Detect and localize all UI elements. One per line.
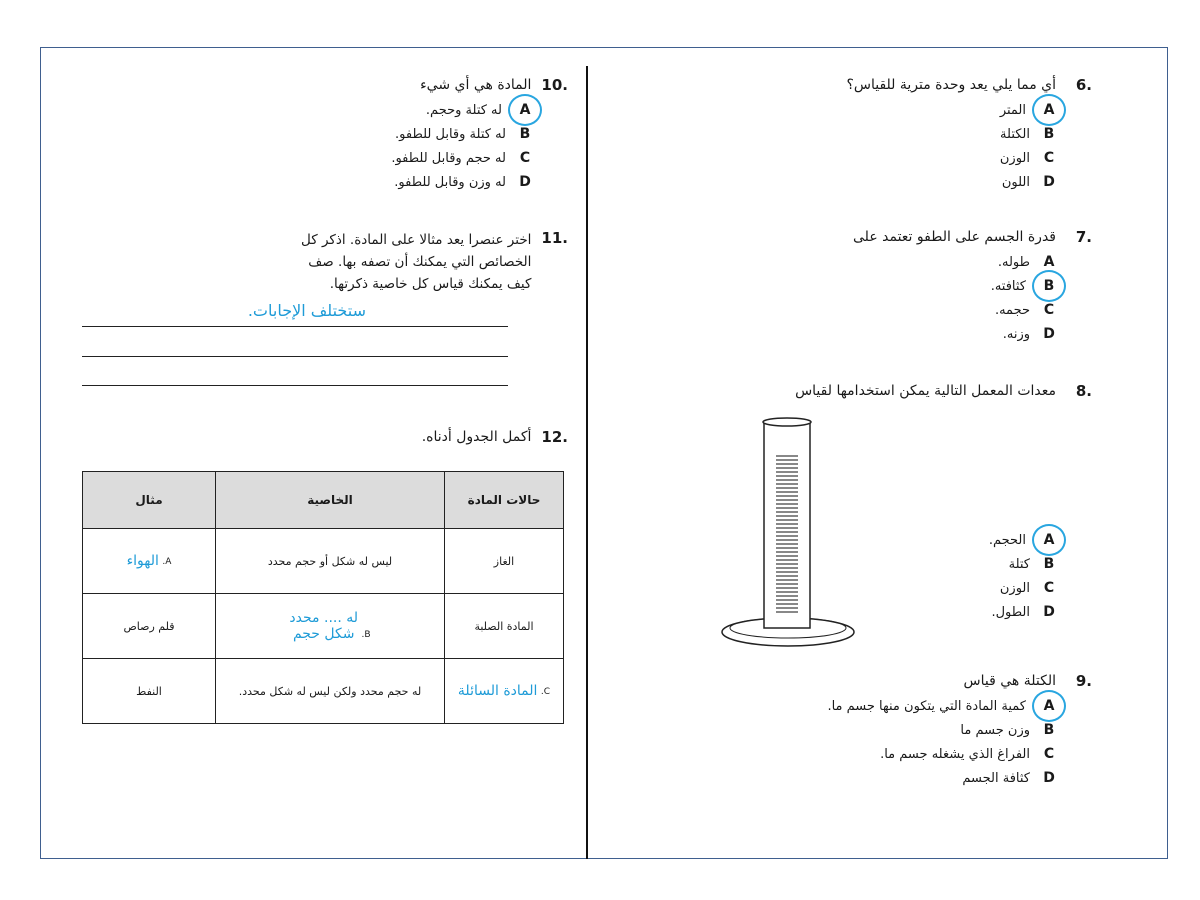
question-number: .11 [541,229,568,247]
question-7 [853,228,1092,346]
question-text-line: الخصائص التي يمكنك أن تصفه بها. صف [308,254,532,270]
question-number: .8 [1075,382,1092,400]
option-c[interactable]: C له حجم وقابل للطفو. [391,150,531,166]
option-b[interactable]: B له كتلة وقابل للطفو. [395,126,531,142]
question-text: أي مما يلي يعد وحدة مترية للقياس؟ [846,77,1056,93]
question-number: .7 [1075,228,1092,246]
answer-line [82,385,508,386]
cell-property[interactable]: B. له .... محدد شكل حجم [216,594,445,659]
option-c[interactable]: C حجمه. [994,302,1055,318]
question-12 [422,428,568,446]
question-number: .10 [541,76,568,94]
option-a[interactable]: A له كتلة وحجم. [391,98,536,122]
question-number: .12 [541,428,568,446]
cell-example[interactable]: A. الهواء [83,529,216,594]
question-text: الكتلة هي قياس [963,673,1056,689]
question-text: أكمل الجدول أدناه. [421,429,532,445]
option-a[interactable]: A كمية المادة التي يتكون منها جسم ما. [827,694,1060,718]
question-text: المادة هي أي شيء [420,77,532,93]
table-row [83,529,564,594]
answer-text: ستختلف الإجابات. [247,301,366,320]
cell-state: الغاز [445,529,564,594]
table-header-row [83,472,564,529]
question-9 [827,672,1092,790]
states-of-matter-table [82,471,564,724]
cell-property: ليس له شكل أو حجم محدد [216,529,445,594]
header-example: مثال [83,472,216,529]
question-11 [88,229,568,320]
question-6 [846,76,1092,194]
question-8 [795,382,1092,400]
table-row [83,659,564,724]
answer-line [82,356,508,357]
question-number: .6 [1075,76,1092,94]
option-d[interactable]: D وزنه. [1002,326,1055,342]
header-state: حالات المادة [445,472,564,529]
question-10 [391,76,568,194]
question-text: قدرة الجسم على الطفو تعتمد على [853,229,1056,245]
option-c[interactable]: C الوزن [999,580,1055,596]
option-d[interactable]: D الطول. [991,604,1055,620]
cell-example: قلم رصاص [83,594,216,659]
option-d[interactable]: D كثافة الجسم [962,770,1055,786]
cell-example: النفط [83,659,216,724]
question-text: معدات المعمل التالية يمكن استخدامها لقياس [795,383,1056,399]
question-text-line: كيف يمكنك قياس كل خاصية ذكرتها. [329,276,532,292]
question-8-options [989,528,1060,624]
option-a[interactable]: A طوله. [997,254,1055,270]
option-a[interactable]: A المتر [846,98,1060,122]
cell-state: المادة الصلبة [445,594,564,659]
table-row [83,594,564,659]
option-d[interactable]: D اللون [1001,174,1055,190]
option-b[interactable]: B الكتلة [1000,126,1055,142]
answer-line [82,326,508,327]
option-b[interactable]: B كثافته. [853,274,1060,298]
option-d[interactable]: D له وزن وقابل للطفو. [394,174,531,190]
option-b[interactable]: B كتلة [1008,556,1055,572]
option-b[interactable]: B وزن جسم ما [960,722,1055,738]
option-c[interactable]: C الوزن [999,150,1055,166]
graduated-cylinder-icon [718,416,858,652]
column-divider [586,66,588,859]
question-number: .9 [1075,672,1092,690]
option-a[interactable]: A الحجم. [989,528,1060,552]
cell-property: له حجم محدد ولكن ليس له شكل محدد. [216,659,445,724]
question-text-line: اختر عنصرا يعد مثالا على المادة. اذكر كل [301,232,532,248]
header-property: الخاصية [216,472,445,529]
cell-state[interactable]: C. المادة السائلة [445,659,564,724]
option-c[interactable]: C الفراغ الذي يشغله جسم ما. [880,746,1055,762]
